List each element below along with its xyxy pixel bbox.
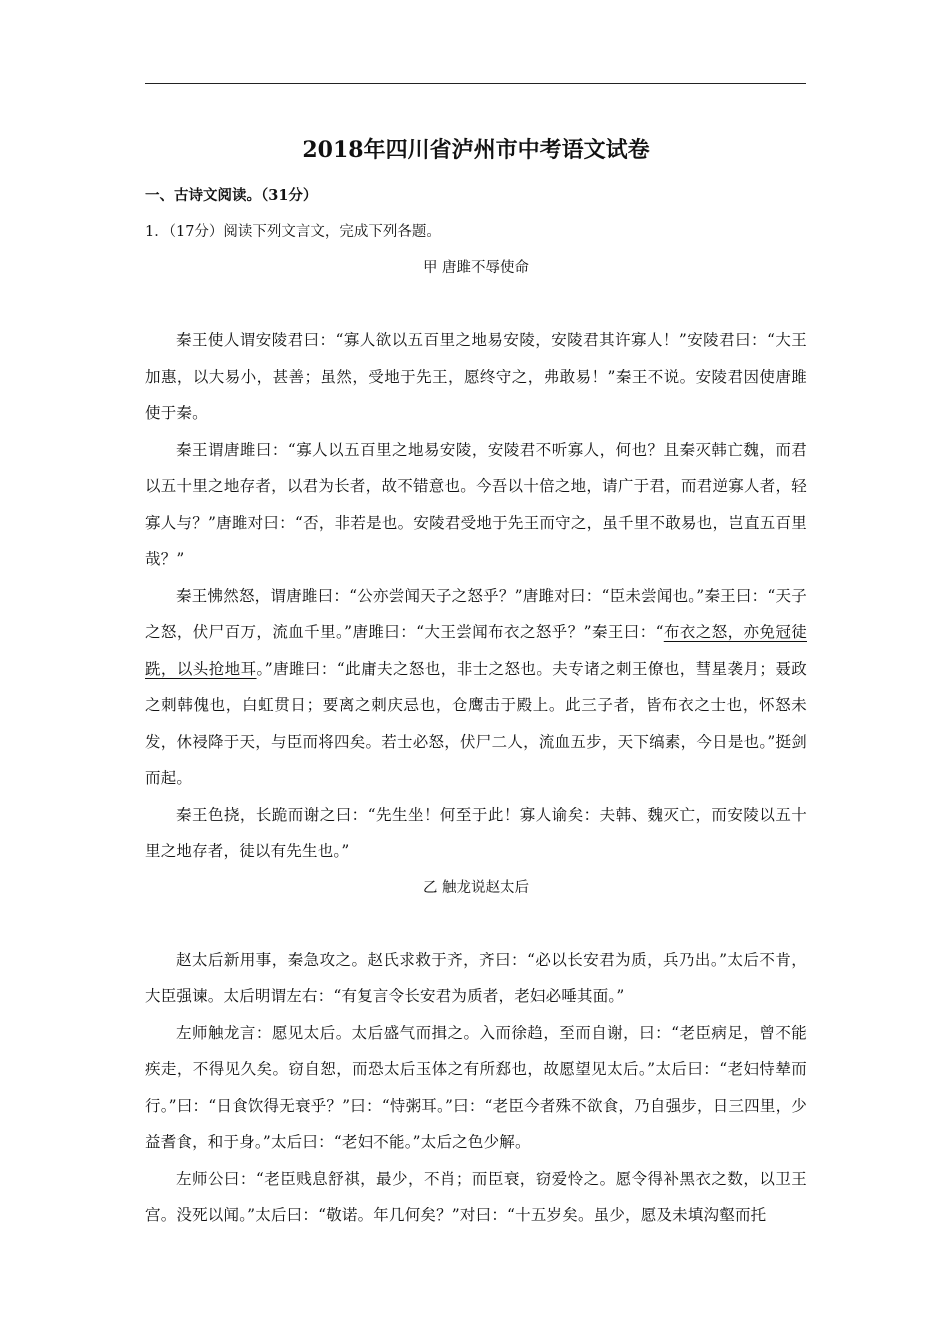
passage-a-paragraph-1: 秦王使人谓安陵君曰：“寡人欲以五百里之地易安陵，安陵君其许寡人！”安陵君曰：“大王加惠，以大易小，甚善；虽然，受地于先王，愿终守之，弗敢易！”秦王不说。安陵君因使唐雎使于秦。	[145, 331, 807, 422]
document-body	[145, 130, 807, 1234]
passage-a-paragraph-3-start: 秦王怫然怒，谓唐雎曰：“公亦尝闻天子之怒乎？”唐雎对曰：“臣未尝闻也。”秦王曰：“天子之怒，伏尸百万，流血千里。”唐雎曰：“大王尝闻布衣之怒乎？”秦王曰：“	[145, 586, 807, 641]
passage-a-paragraph-3-end: 。”唐雎曰：“此庸夫之怒也，非士之怒也。夫专诸之刺王僚也，彗星袭月；聂政之刺韩傀也，白虹贯日；要离之刺庆忌也，仓鹰击于殿上。此三子者，皆布衣之士也，怀怒未发，休祲降于天，与臣而将四矣。若士必怒，伏尸二人，流血五步，天下缟素，今日是也。”挺剑而起。	[145, 659, 807, 787]
passage-a-paragraph-3	[145, 578, 807, 797]
passage-a-paragraph-4: 秦王色挠，长跪而谢之曰：“先生坐！何至于此！寡人谕矣：夫韩、魏灭亡，而安陵以五十里之地存者，徒以有先生也。”	[145, 805, 807, 860]
passage-b-paragraph-2: 左师触龙言：愿见太后。太后盛气而揖之。入而徐趋，至而自谢，曰：“老臣病足，曾不能疾走，不得见久矣。窃自恕，而恐太后玉体之有所郄也，故愿望见太后。”太后曰：“老妇恃辇而行。”曰：“日食饮得无衰乎？”曰：“恃粥耳。”曰：“老臣今者殊不欲食，乃自强步，日三四里，少益耆食，和于身。”太后曰：“老妇不能。”太后之色少解。	[145, 1023, 807, 1151]
section-heading: 一、古诗文阅读。（31分）	[145, 187, 318, 204]
question-prompt: 1．（17分）阅读下列文言文，完成下列各题。	[145, 224, 441, 240]
passage-b-paragraph-1: 赵太后新用事，秦急攻之。赵氏求救于齐，齐曰：“必以长安君为质，兵乃出。”太后不肯，大臣强谏。太后明谓左右：“有复言令长安君为质者，老妇必唾其面。”	[145, 950, 807, 1005]
page-title: 2018年四川省泸州市中考语文试卷	[302, 137, 650, 163]
passage-b-title: 乙 触龙说赵太后	[422, 879, 530, 896]
passage-a-title: 甲 唐雎不辱使命	[422, 260, 530, 276]
passage-b-paragraph-3: 左师公曰：“老臣贱息舒祺，最少，不肖；而臣衰，窃爱怜之。愿令得补黑衣之数，以卫王宫。没死以闻。”太后曰：“敬诺。年几何矣？”对曰：“十五岁矣。虽少，愿及未填沟壑而托	[145, 1169, 807, 1224]
underlined-sentence: 布衣之怒，亦免冠徒跣，以头抢地耳	[145, 623, 807, 678]
passage-a-paragraph-2: 秦王谓唐雎曰：“寡人以五百里之地易安陵，安陵君不听寡人，何也？且秦灭韩亡魏，而君以五十里之地存者，以君为长者，故不错意也。今吾以十倍之地，请广于君，而君逆寡人者，轻寡人与？”唐雎对曰：“否，非若是也。安陵君受地于先王而守之，虽千里不敢易也，岂直五百里哉？”	[145, 440, 807, 568]
header-rule	[145, 83, 806, 84]
